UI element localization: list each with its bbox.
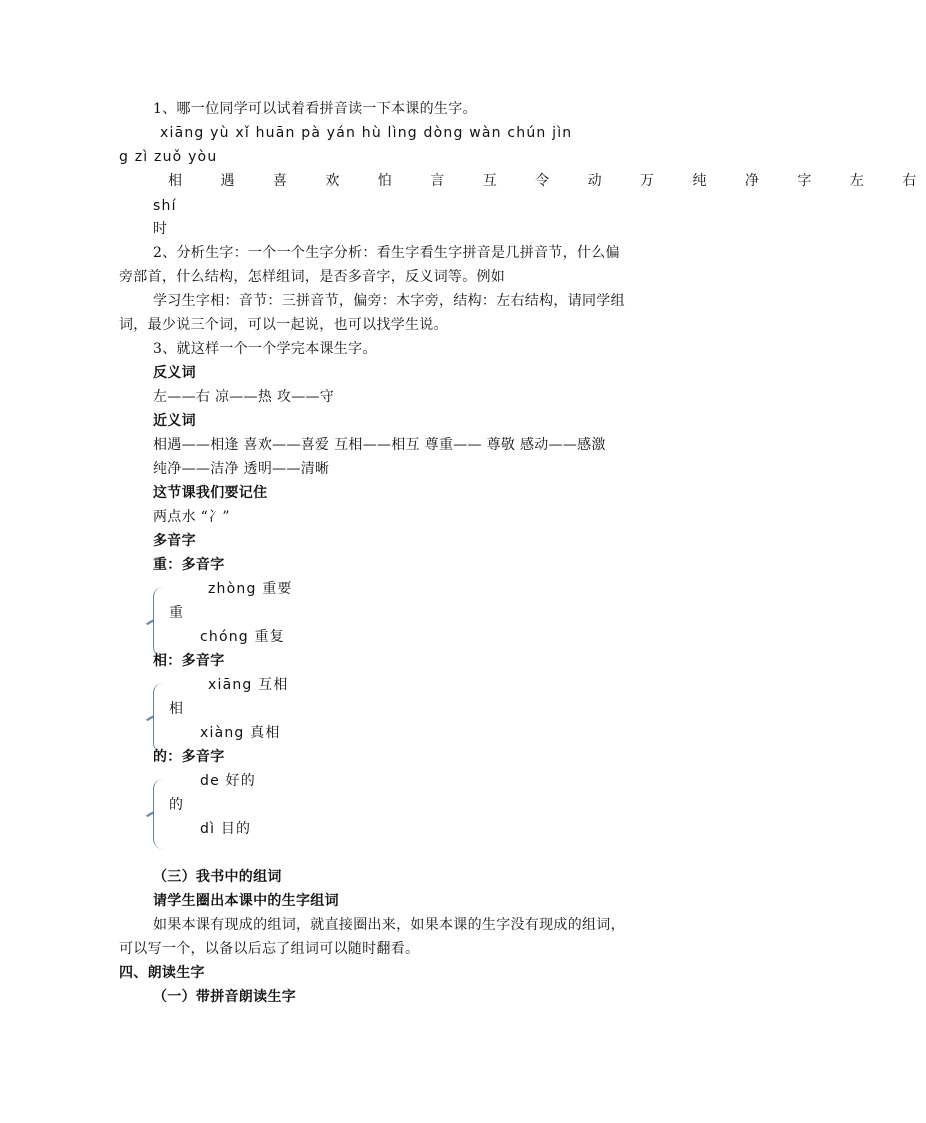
- circle-words-line-2: 可以写一个，以备以后忘了组词可以随时翻看。: [119, 941, 420, 957]
- xiang-heading: 相：多音字: [153, 653, 225, 669]
- section-4-subheading: （一）带拼音朗读生字: [153, 989, 296, 1005]
- xiang-brace: [153, 683, 164, 753]
- xiang-character: 相: [169, 701, 184, 717]
- synonyms-list-2: 纯净——洁净 透明——清晰: [153, 461, 330, 477]
- de-reading-1: de 好的: [200, 773, 256, 789]
- item-3: 3、就这样一个一个学完本课生字。: [153, 341, 377, 357]
- de-character: 的: [169, 797, 184, 813]
- de-heading: 的：多音字: [153, 749, 225, 765]
- item-2-line-2: 旁部首，什么结构，怎样组词，是否多音字，反义词等。例如: [119, 269, 506, 285]
- example-line-2: 词，最少说三个词，可以一起说，也可以找学生说。: [119, 317, 448, 333]
- new-characters-line: 相 遇 喜 欢 怕 言 互 令 动 万 纯 净 字 左 右: [168, 173, 926, 189]
- de-reading-2: dì 目的: [200, 821, 252, 837]
- remember-item: 两点水 “冫”: [153, 509, 230, 525]
- synonyms-list-1: 相遇——相逢 喜欢——喜爱 互相——相互 尊重—— 尊敬 感动——感激: [153, 437, 606, 453]
- pinyin-line-2: g zì zuǒ yòu: [119, 149, 218, 165]
- zhong-brace: [153, 587, 164, 657]
- polyphone-heading: 多音字: [153, 533, 196, 549]
- item-1-instruction: 1、哪一位同学可以试着看拼音读一下本课的生字。: [153, 101, 477, 117]
- item-2-line-1: 2、分析生字：一个一个生字分析：看生字看生字拼音是几拼音节，什么偏: [153, 245, 620, 261]
- synonyms-heading: 近义词: [153, 413, 196, 429]
- section-3-heading: （三）我书中的组词: [153, 869, 282, 885]
- zhong-character: 重: [169, 605, 184, 621]
- shi-character: 时: [153, 221, 168, 237]
- xiang-reading-1: xiāng 互相: [208, 677, 289, 693]
- antonyms-list: 左——右 凉——热 攻——守: [153, 389, 335, 405]
- de-brace: [153, 779, 164, 849]
- antonyms-heading: 反义词: [153, 365, 196, 381]
- remember-heading: 这节课我们要记住: [153, 485, 268, 501]
- zhong-reading-2: chóng 重复: [200, 629, 285, 645]
- zhong-heading: 重：多音字: [153, 557, 225, 573]
- example-line-1: 学习生字相：音节：三拼音节，偏旁：木字旁，结构：左右结构，请同学组: [153, 293, 625, 309]
- circle-words-line-1: 如果本课有现成的组词，就直接圈出来，如果本课的生字没有现成的组词，: [153, 917, 625, 933]
- xiang-reading-2: xiàng 真相: [200, 725, 281, 741]
- section-4-heading: 四、朗读生字: [119, 965, 205, 981]
- zhong-reading-1: zhòng 重要: [208, 581, 293, 597]
- pinyin-line-1: xiāng yù xǐ huān pà yán hù lìng dòng wàn chún jìn: [160, 125, 573, 141]
- circle-words-heading: 请学生圈出本课中的生字组词: [153, 893, 339, 909]
- shi-pinyin: shí: [153, 198, 177, 214]
